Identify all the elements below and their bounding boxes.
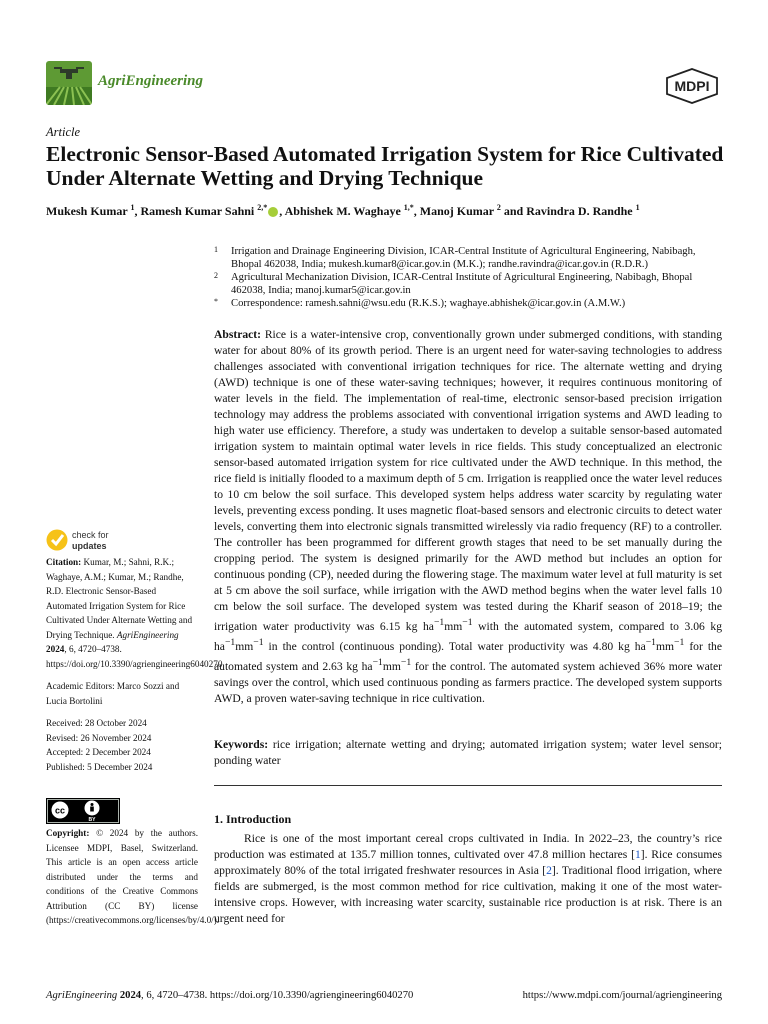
keywords-label: Keywords: (214, 738, 269, 751)
page-footer (46, 990, 722, 1001)
author-affiliation-mark: 1 (635, 203, 640, 212)
affiliation-item: 1 Irrigation and Drainage Engineering Division, ICAR-Central Institute of Agricultural Engineering, Nabibagh, Bhopal 462038, India; mukesh.kumar8@icar.gov.in (M.K.); randhe.ravindra@icar.gov.in (R.D.R.) (214, 245, 696, 270)
article-sidebar (46, 555, 223, 774)
journal-url-link[interactable]: https://www.mdpi.com/journal/agriengineering (522, 990, 722, 1001)
footer-citation: AgriEngineering 2024, 6, 4720–4738. https://doi.org/10.3390/agriengineering6040270 (46, 990, 414, 1001)
section-divider (214, 785, 722, 786)
revised-date: Revised: 26 November 2024 (46, 732, 152, 743)
author-affiliation-mark: 1,* (403, 203, 414, 212)
author-name[interactable]: Ramesh Kumar Sahni (140, 204, 255, 218)
mdpi-logo[interactable] (664, 68, 720, 104)
author-name[interactable]: Mukesh Kumar (46, 204, 128, 218)
reference-link[interactable]: 2 (546, 864, 552, 877)
citation: Citation: Kumar, M.; Sahni, R.K.; Waghaye, A.M.; Kumar, M.; Randhe, R.D. Electronic Sensor-Based Automated Irrigation System for Rice Cultivated Under Alternate Wetting and Drying Technique. AgriEngineering 2024, 6, 4720–4738. https://doi.org/10.3390/agriengineering6040270 (46, 557, 223, 669)
published-date: Published: 5 December 2024 (46, 761, 153, 772)
affiliation-item: 2 Agricultural Mechanization Division, ICAR-Central Institute of Agricultural Engineering, Nabibagh, Bhopal 462038, India; manoj.kumar5@icar.gov.in (214, 271, 693, 296)
svg-text:MDPI: MDPI (674, 78, 710, 94)
author-name[interactable]: Abhishek M. Waghaye (284, 204, 401, 218)
svg-text:cc: cc (54, 805, 66, 816)
accepted-date: Accepted: 2 December 2024 (46, 747, 151, 757)
keywords: Keywords: rice irrigation; alternate wetting and drying; automated irrigation system; water level sensor; ponding water (214, 738, 722, 767)
svg-text:updates: updates (72, 541, 107, 551)
reference-link[interactable]: 1 (634, 848, 641, 861)
author-affiliation-mark: 1 (130, 203, 135, 212)
introduction-paragraph: Rice is one of the most important cereal crops cultivated in India. In 2022–23, the country’s rice production was estimated at 135.7 million tonnes, cultivated over 47.8 million hectares [1]. Rice consumes approximately 80% of the total irrigated freshwater resources in Asia [2]. Traditional flood irrigation, where fields are submerged, is the most common method for rice cultivation, making it one of the most water-intensive crops. However, with increasing water scarcity, sustainable rice production is at risk. There is an urgent need for (214, 832, 722, 925)
correspondence-item: * Correspondence: ramesh.sahni@wsu.edu (R.K.S.); waghaye.abhishek@icar.gov.in (A.M.W.) (214, 297, 626, 309)
check-for-updates-button[interactable] (46, 528, 166, 552)
section-heading: 1. Introduction (214, 812, 292, 826)
cc-by-license-icon[interactable] (46, 798, 120, 824)
author-affiliation-mark: 2 (496, 203, 501, 212)
author-name[interactable]: Manoj Kumar (419, 204, 494, 218)
abstract: Abstract: Rice is a water-intensive crop, conventionally grown under submerged conditions, with standing water for about 80% of its growth period. There is an urgent need for water-saving technologies to address challenges associated with conventional irrigation techniques for rice. The alternate wetting and drying (AWD) technique is one of these water-saving techniques; however, it requires continuous monitoring of water levels in the field. The implementation of real-time, electronic sensor-based precision irrigation technology may address the problems associated with conventional irrigation systems and AWD leading to high water use efficiency. Therefore, a study was undertaken to develop a suitable sensor-based automated irrigation system to maintain optimal water levels in rice fields. This study conceptualized an electronic sensor-based automated irrigation system for rice cultivated under the AWD technique. In this method, the rice field is initially flooded to a maximum depth of 5 cm. Irrigation is reapplied once the water level reduces to 10 cm below the soil surface. This developed system helps address water scarcity by regulating water levels, preventing excess ponding. It uses magnetic float-based sensors and electronic circuits to detect water levels, converting them into electronic signals transmitted wirelessly via radio frequency (RF) to a controller. The controller has been programmed for different growth stages that need to be set manually during the cropping period. The system is designed primarily for the AWD method but includes an option for continuous ponding (CP), needed during the flowering stage. The maximum water level at full maturity is set at 5 cm above the soil surface, while irrigation with the AWD method begins when the water level falls 10 cm below the soil surface. The developed system was tested during the Kharif season of 2018–19; the irrigation water productivity was 6.15 kg $ha^{-1}mm^{-1}$ with the automated system, compared to 3.06 kg $ha^{-1}mm^{-1}$ in the control (continuous ponding). Total water productivity was 4.80 kg $ha^{-1}mm^{-1}$ for the automated system and 2.63 kg $ha^{-1}mm^{-1}$ for the control. The automated system achieved 36% more water savings over the control, which used continuous ponding as farmers practice. The developed system supports AWD, a proven water-saving technique in rice cultivation. (214, 328, 723, 705)
svg-text:BY: BY (88, 817, 96, 823)
author-list: Mukesh Kumar $^1$, Ramesh Kumar Sahni $^{2,*}$ , Abhishek M. Waghaye $^{1,*}$, Manoj Kumar $^2$ and Ravindra D. Randhe $^1$ (46, 203, 640, 218)
author-name[interactable]: Ravindra D. Randhe (526, 204, 633, 218)
academic-editors: Academic Editors: Marco Sozzi and Lucia Bortolini (46, 681, 180, 706)
svg-text:check for: check for (72, 530, 109, 540)
abstract-label: Abstract: (214, 328, 262, 341)
affiliations (214, 245, 724, 310)
journal-name[interactable]: AgriEngineering (98, 73, 204, 89)
article-type: Article (46, 125, 81, 139)
copyright-notice: Copyright: © 2024 by the authors. Licensee MDPI, Basel, Switzerland. This article is an open access article distributed under the terms and conditions of the Creative Commons Attribution (CC BY) license (https://creativecommons.org/licenses/by/4.0/). (46, 828, 220, 925)
article-title: Electronic Sensor-Based Automated Irrigation System for Rice Cultivated Under Alternate Wetting and Drying Technique (46, 142, 724, 190)
received-date: Received: 28 October 2024 (46, 718, 147, 728)
journal-logo (46, 61, 92, 105)
author-affiliation-mark: 2,* (257, 203, 268, 212)
orcid-icon[interactable] (268, 207, 278, 217)
